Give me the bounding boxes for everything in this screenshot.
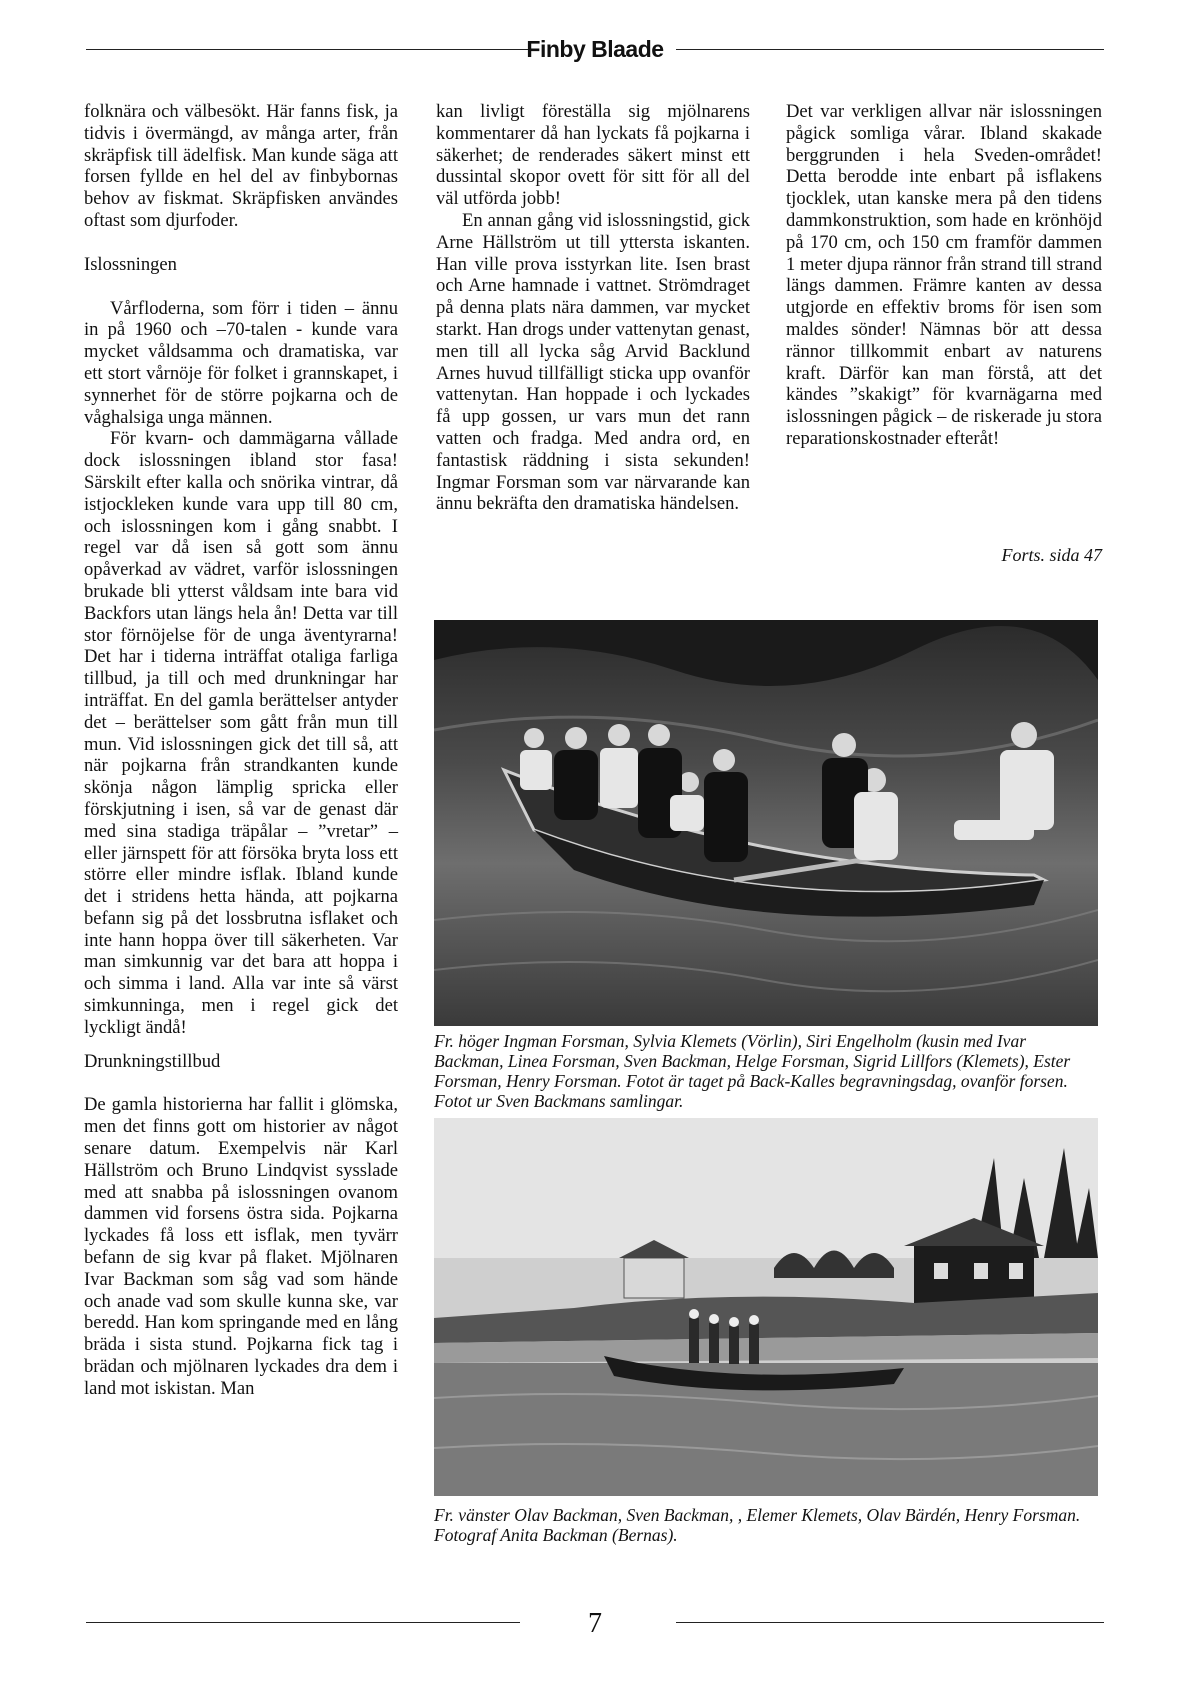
column-middle-paragraph-1: kan livligt föreställa sig mjölnarens kommentarer då han lyckats få pojkarna i säkerhet; de renderades säkert minst ett dussintal skopor ovett för sitt för all del väl utförda jobb!	[436, 101, 750, 210]
footer-rule-right	[676, 1622, 1104, 1623]
column-right	[786, 101, 1102, 450]
header-rule-right	[676, 49, 1104, 50]
column-left-paragraph-1: folknära och välbesökt. Här fanns fisk, ja tidvis i övermängd, av många arter, från skräpfisk till ädelfisk. Man kunde säga att forsen fyllde en hel del av finbybornas behov av fiskmat. Skräpfisken användes oftast som djurfoder.	[84, 101, 398, 231]
photo-shore-boat-image	[434, 1118, 1098, 1496]
section-heading-islossningen: Islossningen	[84, 253, 177, 275]
page-number: 7	[588, 1608, 602, 1639]
column-middle-paragraph-2: En annan gång vid islossningstid, gick Arne Hällström ut till yttersta iskanten. Han ville prova isstyrkan lite. Isen brast och Arne hamnade i vattnet. Strömdraget på denna plats nära dammen, var mycket starkt. Han drogs under vattenytan genast, men till all lycka såg Arvid Backlund Arnes huvud tillfälligt sticka upp ovanför vattenytan. Han hoppade i och lyckades få upp gossen, ur vars mun det rann vatten och fradga. Med andra ord, en fantastisk räddning i sista sekunden! Ingmar Forsman som var närvarande kan ännu bekräfta den dramatiska händelsen.	[436, 209, 750, 515]
newsletter-title: Finby Blaade	[526, 36, 664, 62]
column-left	[84, 101, 398, 1400]
continued-note: Forts. sida 47	[1001, 545, 1102, 565]
column-right-paragraph-1: Det var verkligen allvar när islossningen pågick somliga vårar. Ibland skakade berggrunden i hela Sveden-området! Detta berodde inte enbart på isflakens tjocklek, utan kanske mera på den tidens dammkonstruktion, som hade en krönhöjd på 170 cm, och 150 cm framför dammen 1 meter djupa rännor från strand till strand längs dammen. Främre kanten av dessa utgjorde en effektiv broms för isen som maldes sönder! Nämnas bör att dessa rännor tillkommit enbart av naturens kraft. Därför kan man förstå, att det kändes ”skakigt” för kvarnägarna med islossningen pågick – de riskerade ju stora reparationskostnader efteråt!	[786, 101, 1102, 449]
photo-shore-boat-caption: Fr. vänster Olav Backman, Sven Backman, , Elemer Klemets, Olav Bärdén, Henry Forsman. Fotograf Anita Backman (Bernas).	[434, 1505, 1081, 1545]
photo-boat-group	[434, 620, 1098, 1026]
column-left-paragraph-3: För kvarn- och dammägarna vållade dock islossningen ibland stor fasa! Särskilt efter kalla och snörika vintrar, då istjockleken kunde vara upp till 80 cm, och islossningen kom i gång snabbt. I regel var då isen så gott som ännu opåverkad av vädret, varför islossningen brukade bli ytterst våldsam inte bara vid Backfors utan längs hela ån! Detta var till stor förnöjelse för de unga äventyrarna! Det har i tiderna inträffat otaliga farliga tillbud, ja till och med drunkningar har inträffat. En del gamla berättelser antyder det – berättelser som gått från mun till mun. Vid islossningen gick det till så, att när pojkarna från strandkanten kunde skönja någon lämplig spricka eller förskjutning i isen, så var de genast där med sina stadiga träpålar – ”vretar” – eller järnspett för att försöka bryta loss ett större eller mindre isflak. Ibland kunde det i stridens hetta hända, att pojkarna befann sig på det lossbrutna isflaket och inte hann hoppa över till säkerheten. Var man simkunnig var det bara att hoppa i och simma i land. Alla var inte så värst simkunninga, men i regel gick det lyckligt ändå!	[84, 428, 398, 1038]
section-heading-drunkningstillbud: Drunkningstillbud	[84, 1050, 221, 1072]
photo-boat-group-image	[434, 620, 1098, 1026]
column-left-paragraph-4: De gamla historierna har fallit i glömska, men det finns gott om historier av något senare datum. Exempelvis när Karl Hällström och Bruno Lindqvist sysslade med att snabba på islossningen ovanom dammen vid forsens östra sida. Pojkarna lyckades få loss ett isflak, men tyvärr befann de sig kvar på flaket. Mjölnaren Ivar Backman som såg vad som hände och anade vad som skulle kunna ske, var beredd. Han kom springande med en lång bräda i sista stund. Pojkarna fick tag i brädan och mjölnaren lyckades dra dem i land mot iskistan. Man	[84, 1094, 398, 1399]
photo-shore-boat	[434, 1118, 1098, 1496]
photo-boat-group-caption: Fr. höger Ingman Forsman, Sylvia Klemets (Vörlin), Siri Engelholm (kusin med Ivar Backman, Linea Forsman, Sven Backman, Helge Forsman, Sigrid Lillfors (Klemets), Ester Forsman, Henry Forsman. Fotot är taget på Back-Kalles begravningsdag, ovanför forsen. Fotot ur Sven Backmans samlingar.	[434, 1031, 1071, 1111]
column-middle	[436, 101, 750, 515]
column-left-paragraph-2: Vårfloderna, som förr i tiden – ännu in på 1960 och –70-talen - kunde vara mycket våldsamma och dramatiska, var ett stort vårnöje för folket i grannskapet, i synnerhet för de större pojkarna och de våghalsiga unga männen.	[84, 297, 398, 428]
